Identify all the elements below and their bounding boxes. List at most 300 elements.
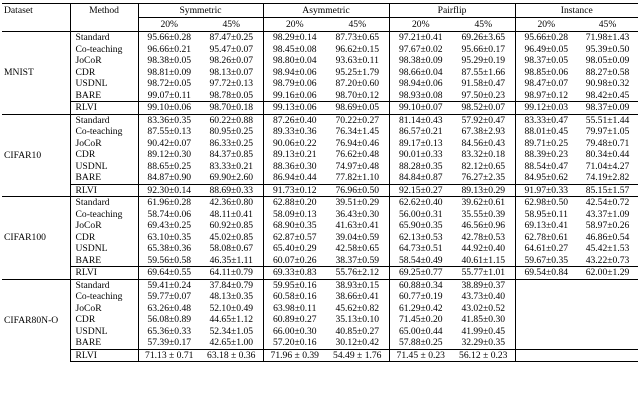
dataset-name: CIFAR80N-O [2,279,70,362]
score-cell: 39.62±0.61 [452,197,515,209]
method-name: Co-teaching [70,291,138,303]
score-cell: 76.62±0.48 [335,149,380,160]
score-cell: 80.95±0.25 [209,126,254,137]
score-cell: 41.85±0.30 [461,314,506,325]
score-cell: 56.12 ± 0.23 [452,349,515,362]
score-cell: 69.43±0.25 [138,220,200,232]
score-cell: 71.13 ± 0.71 [138,349,200,362]
method-name: JoCoR [70,55,138,67]
table-row [2,138,638,150]
score-cell: 42.54±0.72 [577,197,638,209]
table-row [2,67,638,79]
score-cell: 74.19±2.82 [585,172,630,183]
score-cell: 95.66±0.17 [461,43,506,55]
method-name: Co-teaching [70,44,138,56]
method-name: RLVI [70,349,138,362]
score-cell: 43.73±0.40 [461,291,506,302]
score-cell: 48.11±0.41 [209,208,253,220]
score-cell: 91.73±0.12 [263,184,326,197]
score-cell: 66.00±0.30 [263,326,326,338]
score-cell: 65.38±0.36 [138,243,200,255]
score-cell: 98.70±0.12 [335,89,380,101]
table-row-rlvi [2,349,638,362]
score-cell: 67.38±2.93 [461,126,506,137]
method-name: BARE [70,172,138,184]
score-cell: 36.43±0.30 [335,208,380,220]
score-cell: 44.92±0.40 [461,243,506,254]
score-cell: 68.90±0.35 [263,220,326,232]
score-cell: 35.55±0.39 [461,208,506,220]
score-cell: 83.33±0.21 [209,160,254,172]
score-cell: 80.34±0.44 [585,149,630,160]
table-row [2,279,638,291]
table-row-rlvi [2,184,638,197]
score-cell: 32.29±0.35 [461,337,506,348]
dataset-header: Dataset [2,4,70,18]
method-name: CDR [70,314,138,326]
score-cell: 59.67±0.35 [515,255,577,267]
score-cell [515,291,577,303]
dataset-name: CIFAR100 [2,197,70,280]
method-name: CDR [70,149,138,161]
score-cell: 59.56±0.58 [138,255,200,267]
score-cell: 62.62±0.40 [389,197,452,209]
score-cell [577,349,638,362]
noise-type-pairflip: Pairflip [389,4,515,18]
score-cell: 74.97±0.48 [335,160,380,172]
score-cell: 35.13±0.10 [335,314,380,325]
score-cell: 98.38±0.09 [389,55,452,67]
score-cell: 62.98±0.50 [515,197,577,209]
score-cell: 90.98±0.32 [585,78,630,89]
table-row [2,337,638,349]
score-cell: 43.37±1.09 [585,208,630,220]
score-cell: 98.37±0.05 [515,55,577,67]
rate-header: 20% [389,18,452,32]
score-cell: 89.17±0.13 [389,138,452,150]
score-cell: 45.02±0.85 [209,231,254,243]
score-cell: 93.63±0.11 [335,55,379,66]
score-cell: 57.88±0.25 [389,337,452,349]
score-cell: 60.22±0.88 [200,114,263,126]
method-name: USDNL [70,78,138,90]
score-cell: 59.41±0.24 [138,279,200,291]
score-cell: 38.89±0.37 [452,279,515,291]
rate-header: 20% [263,18,326,32]
table-row [2,78,638,90]
score-cell: 60.92±0.85 [209,220,254,231]
score-cell: 38.66±0.41 [335,291,380,302]
score-cell: 57.20±0.16 [263,337,326,349]
score-cell: 69.33±0.83 [263,267,326,280]
score-cell: 55.51±1.44 [577,114,638,126]
score-cell: 57.92±0.47 [452,114,515,126]
score-cell: 79.48±0.71 [585,137,630,149]
score-cell: 87.55±0.13 [138,126,200,138]
score-cell: 38.37±0.59 [335,254,380,266]
noise-type-asymmetric: Asymmetric [263,4,389,18]
score-cell: 42.65±1.00 [209,337,254,348]
method-name: Standard [70,197,138,209]
score-cell [515,314,577,326]
method-name: Standard [70,279,138,291]
score-cell: 79.97±1.05 [585,126,630,137]
table-row [2,149,638,161]
method-name: CDR [70,232,138,244]
score-cell [577,326,638,338]
score-cell [577,291,638,303]
score-cell: 64.61±0.27 [515,243,577,255]
score-cell: 87.73±0.65 [335,32,380,43]
method-name: BARE [70,255,138,267]
score-cell: 76.94±0.46 [335,137,380,149]
score-cell: 89.12±0.30 [138,149,200,161]
table-row [2,243,638,255]
score-cell: 44.65±1.12 [209,314,254,325]
score-cell: 90.01±0.33 [389,149,452,161]
score-cell: 88.01±0.45 [515,126,577,138]
method-name: BARE [70,337,138,349]
header-row-noise [2,4,638,18]
score-cell: 98.05±0.09 [585,55,630,66]
score-cell: 85.15±1.57 [577,184,638,197]
header-row-rates [2,18,638,32]
score-cell: 46.35±1.11 [209,254,253,266]
score-cell: 43.02±0.52 [461,302,506,314]
table-row [2,209,638,221]
score-cell: 70.22±0.27 [326,114,389,126]
score-cell: 62.87±0.57 [263,232,326,244]
method-name: Co-teaching [70,126,138,138]
score-cell: 97.72±0.13 [209,78,254,89]
table-row [2,161,638,173]
score-cell: 99.10±0.06 [138,102,200,115]
method-name: USDNL [70,326,138,338]
score-cell: 98.38±0.05 [138,55,200,67]
score-cell: 98.42±0.45 [585,89,630,101]
score-cell: 64.73±0.51 [389,243,452,255]
method-name: USDNL [70,161,138,173]
score-cell: 88.39±0.23 [515,149,577,161]
table-row [2,255,638,267]
score-cell: 81.14±0.43 [389,114,452,126]
score-cell: 41.99±0.45 [461,325,506,337]
score-cell: 71.96 ± 0.39 [263,349,326,362]
score-cell [515,337,577,349]
score-cell: 37.84±0.79 [200,279,263,291]
score-cell: 99.07±0.11 [138,90,200,102]
score-cell: 98.72±0.05 [138,78,200,90]
score-cell: 87.55±1.66 [461,66,506,78]
score-cell: 89.33±0.36 [263,126,326,138]
score-cell: 60.89±0.27 [263,314,326,326]
rate-header: 45% [452,18,515,32]
score-cell: 98.97±0.12 [515,90,577,102]
score-cell: 84.56±0.43 [461,137,506,149]
score-cell [577,303,638,315]
score-cell: 76.34±1.45 [335,126,380,137]
rate-header: 45% [577,18,638,32]
score-cell: 88.28±0.35 [389,161,452,173]
score-cell: 52.10±0.49 [209,302,254,314]
score-cell: 39.04±0.59 [335,231,380,243]
score-cell: 89.71±0.25 [515,138,577,150]
score-cell: 45.62±0.82 [335,302,380,314]
score-cell: 69.64±0.55 [138,267,200,280]
score-cell: 71.45±0.20 [389,314,452,326]
table-row [2,90,638,102]
score-cell: 99.12±0.03 [515,102,577,115]
noise-type-symmetric: Symmetric [138,4,263,18]
score-cell: 95.39±0.50 [585,43,630,55]
dataset-header-spacer [2,18,70,32]
score-cell: 99.13±0.06 [263,102,326,115]
score-cell: 65.36±0.33 [138,326,200,338]
table-row [2,314,638,326]
table-row-rlvi [2,102,638,115]
score-cell: 64.11±0.79 [200,267,263,280]
score-cell [515,279,577,291]
score-cell: 54.49 ± 1.76 [326,349,389,362]
score-cell: 99.10±0.07 [389,102,452,115]
score-cell: 30.12±0.42 [335,337,380,348]
score-cell: 40.85±0.27 [335,325,380,337]
rate-header: 45% [200,18,263,32]
score-cell: 83.33±0.47 [515,114,577,126]
score-cell: 86.57±0.21 [389,126,452,138]
score-cell: 98.94±0.06 [389,78,452,90]
score-cell: 98.47±0.07 [515,78,577,90]
table-row [2,291,638,303]
score-cell: 95.25±1.79 [335,66,380,78]
score-cell: 90.06±0.22 [263,138,326,150]
score-cell: 42.78±0.53 [461,231,506,243]
score-cell: 83.32±0.18 [461,149,506,160]
rate-header: 45% [326,18,389,32]
score-cell: 62.00±1.29 [577,267,638,280]
results-body [2,32,638,362]
table-row [2,326,638,338]
score-cell: 61.29±0.42 [389,303,452,315]
score-cell: 97.21±0.41 [389,32,452,44]
score-cell: 71.04±4.27 [585,160,630,172]
score-cell: 92.15±0.27 [389,184,452,197]
noise-type-instance: Instance [515,4,638,18]
score-cell: 98.29±0.14 [263,32,326,44]
score-cell: 60.58±0.16 [263,291,326,303]
score-cell: 95.66±0.28 [515,32,577,44]
score-cell: 95.66±0.28 [138,32,200,44]
score-cell: 56.08±0.89 [138,314,200,326]
score-cell: 88.54±0.47 [515,161,577,173]
score-cell: 59.77±0.07 [138,291,200,303]
score-cell: 69.54±0.84 [515,267,577,280]
score-cell: 88.65±0.25 [138,161,200,173]
score-cell: 45.42±1.53 [585,243,630,254]
score-cell: 97.67±0.02 [389,44,452,56]
table-row [2,126,638,138]
method-name: Co-teaching [70,209,138,221]
score-cell: 98.80±0.04 [263,55,326,67]
score-cell: 60.07±0.26 [263,255,326,267]
score-cell: 89.13±0.21 [263,149,326,161]
score-cell: 86.94±0.44 [263,172,326,184]
table-row [2,232,638,244]
score-cell: 60.88±0.34 [389,279,452,291]
score-cell: 41.63±0.41 [335,220,380,231]
score-cell [577,314,638,326]
score-cell: 96.49±0.05 [515,44,577,56]
score-cell: 52.34±1.05 [209,325,254,337]
results-table [2,3,638,362]
score-cell: 98.13±0.07 [209,66,254,78]
method-name: JoCoR [70,303,138,315]
score-cell: 65.00±0.44 [389,326,452,338]
score-cell: 92.30±0.14 [138,184,200,197]
score-cell: 40.61±1.15 [461,254,506,266]
score-cell: 86.33±0.25 [209,137,254,149]
score-cell: 63.10±0.35 [138,232,200,244]
score-cell: 88.27±0.58 [585,66,630,78]
score-cell: 84.37±0.85 [209,149,254,160]
score-cell: 38.93±0.15 [326,279,389,291]
score-cell: 65.40±0.29 [263,243,326,255]
score-cell [577,279,638,291]
score-cell: 69.25±0.77 [389,267,452,280]
score-cell: 62.13±0.53 [389,232,452,244]
dataset-name: CIFAR10 [2,114,70,197]
rate-header: 20% [138,18,200,32]
score-cell: 62.88±0.20 [263,197,326,209]
score-cell: 98.70±0.18 [200,102,263,115]
score-cell: 76.96±0.50 [326,184,389,197]
method-header: Method [70,4,138,18]
score-cell: 62.78±0.61 [515,232,577,244]
score-cell: 98.94±0.06 [263,67,326,79]
score-cell: 43.22±0.73 [585,254,630,266]
score-cell: 48.13±0.35 [209,291,254,302]
score-cell: 84.84±0.87 [389,172,452,184]
score-cell: 42.58±0.65 [335,243,380,254]
score-cell: 84.87±0.90 [138,172,200,184]
score-cell: 83.36±0.35 [138,114,200,126]
score-cell: 90.42±0.07 [138,138,200,150]
score-cell: 58.08±0.67 [209,243,254,254]
table-row [2,55,638,67]
score-cell: 98.52±0.07 [452,102,515,115]
score-cell [515,349,577,362]
score-cell: 63.98±0.11 [263,303,326,315]
score-cell: 65.90±0.35 [389,220,452,232]
rate-header: 20% [515,18,577,32]
score-cell: 58.09±0.13 [263,209,326,221]
score-cell: 88.69±0.33 [200,184,263,197]
score-cell: 71.45 ± 0.23 [389,349,452,362]
score-cell: 58.95±0.11 [515,209,577,221]
table-row [2,220,638,232]
method-name: BARE [70,90,138,102]
score-cell: 56.00±0.31 [389,209,452,221]
method-name: JoCoR [70,138,138,150]
score-cell: 71.98±1.43 [585,32,630,43]
score-cell: 89.13±0.29 [452,184,515,197]
score-cell: 98.37±0.09 [577,102,638,115]
score-cell: 63.18 ± 0.36 [200,349,263,362]
score-cell: 84.95±0.62 [515,172,577,184]
score-cell: 98.81±0.09 [138,67,200,79]
score-cell [577,337,638,349]
score-cell: 98.45±0.08 [263,44,326,56]
table-row [2,44,638,56]
table-row [2,172,638,184]
score-cell: 77.82±1.10 [335,172,380,183]
score-cell: 59.95±0.16 [263,279,326,291]
method-name: JoCoR [70,220,138,232]
score-cell: 96.62±0.15 [335,43,380,55]
method-name: Standard [70,32,138,44]
score-cell: 61.96±0.28 [138,197,200,209]
dataset-name: MNIST [4,67,34,78]
score-cell: 42.36±0.80 [200,197,263,209]
score-cell: 99.16±0.06 [263,90,326,102]
score-cell: 95.29±0.19 [461,55,506,66]
score-cell: 69.13±0.41 [515,220,577,232]
score-cell: 46.86±0.54 [585,231,630,243]
score-cell: 55.76±2.12 [326,267,389,280]
score-cell: 98.66±0.04 [389,67,452,79]
score-cell: 97.50±0.23 [461,89,506,101]
table-row [2,114,638,126]
score-cell: 58.74±0.06 [138,209,200,221]
score-cell: 55.77±1.01 [452,267,515,280]
method-name: CDR [70,67,138,79]
score-cell: 87.26±0.40 [263,114,326,126]
score-cell: 39.51±0.29 [326,197,389,209]
score-cell: 82.12±0.65 [461,160,506,172]
method-name: RLVI [70,102,138,115]
score-cell: 98.85±0.06 [515,67,577,79]
score-cell: 96.66±0.21 [138,44,200,56]
score-cell: 98.69±0.05 [326,102,389,115]
score-cell: 87.47±0.25 [209,32,254,43]
score-cell: 98.79±0.06 [263,78,326,90]
table-row [2,197,638,209]
score-cell [515,303,577,315]
score-cell: 87.20±0.60 [335,78,380,89]
table-row [2,303,638,315]
score-cell: 95.47±0.07 [209,43,254,55]
score-cell: 91.97±0.33 [515,184,577,197]
score-cell: 58.54±0.49 [389,255,452,267]
method-name: USDNL [70,243,138,255]
table-row [2,32,638,44]
score-cell: 60.77±0.19 [389,291,452,303]
method-name: Standard [70,114,138,126]
score-cell: 98.93±0.08 [389,90,452,102]
score-cell: 57.39±0.17 [138,337,200,349]
method-name: RLVI [70,267,138,280]
score-cell: 69.26±3.65 [461,32,506,43]
score-cell: 91.58±0.47 [461,78,506,89]
score-cell: 63.26±0.48 [138,303,200,315]
score-cell [515,326,577,338]
method-name: RLVI [70,184,138,197]
score-cell: 69.90±2.60 [209,172,254,183]
table-row-rlvi [2,267,638,280]
score-cell: 46.56±0.96 [461,220,506,231]
score-cell: 98.78±0.05 [209,89,254,101]
score-cell: 58.97±0.26 [585,220,630,231]
